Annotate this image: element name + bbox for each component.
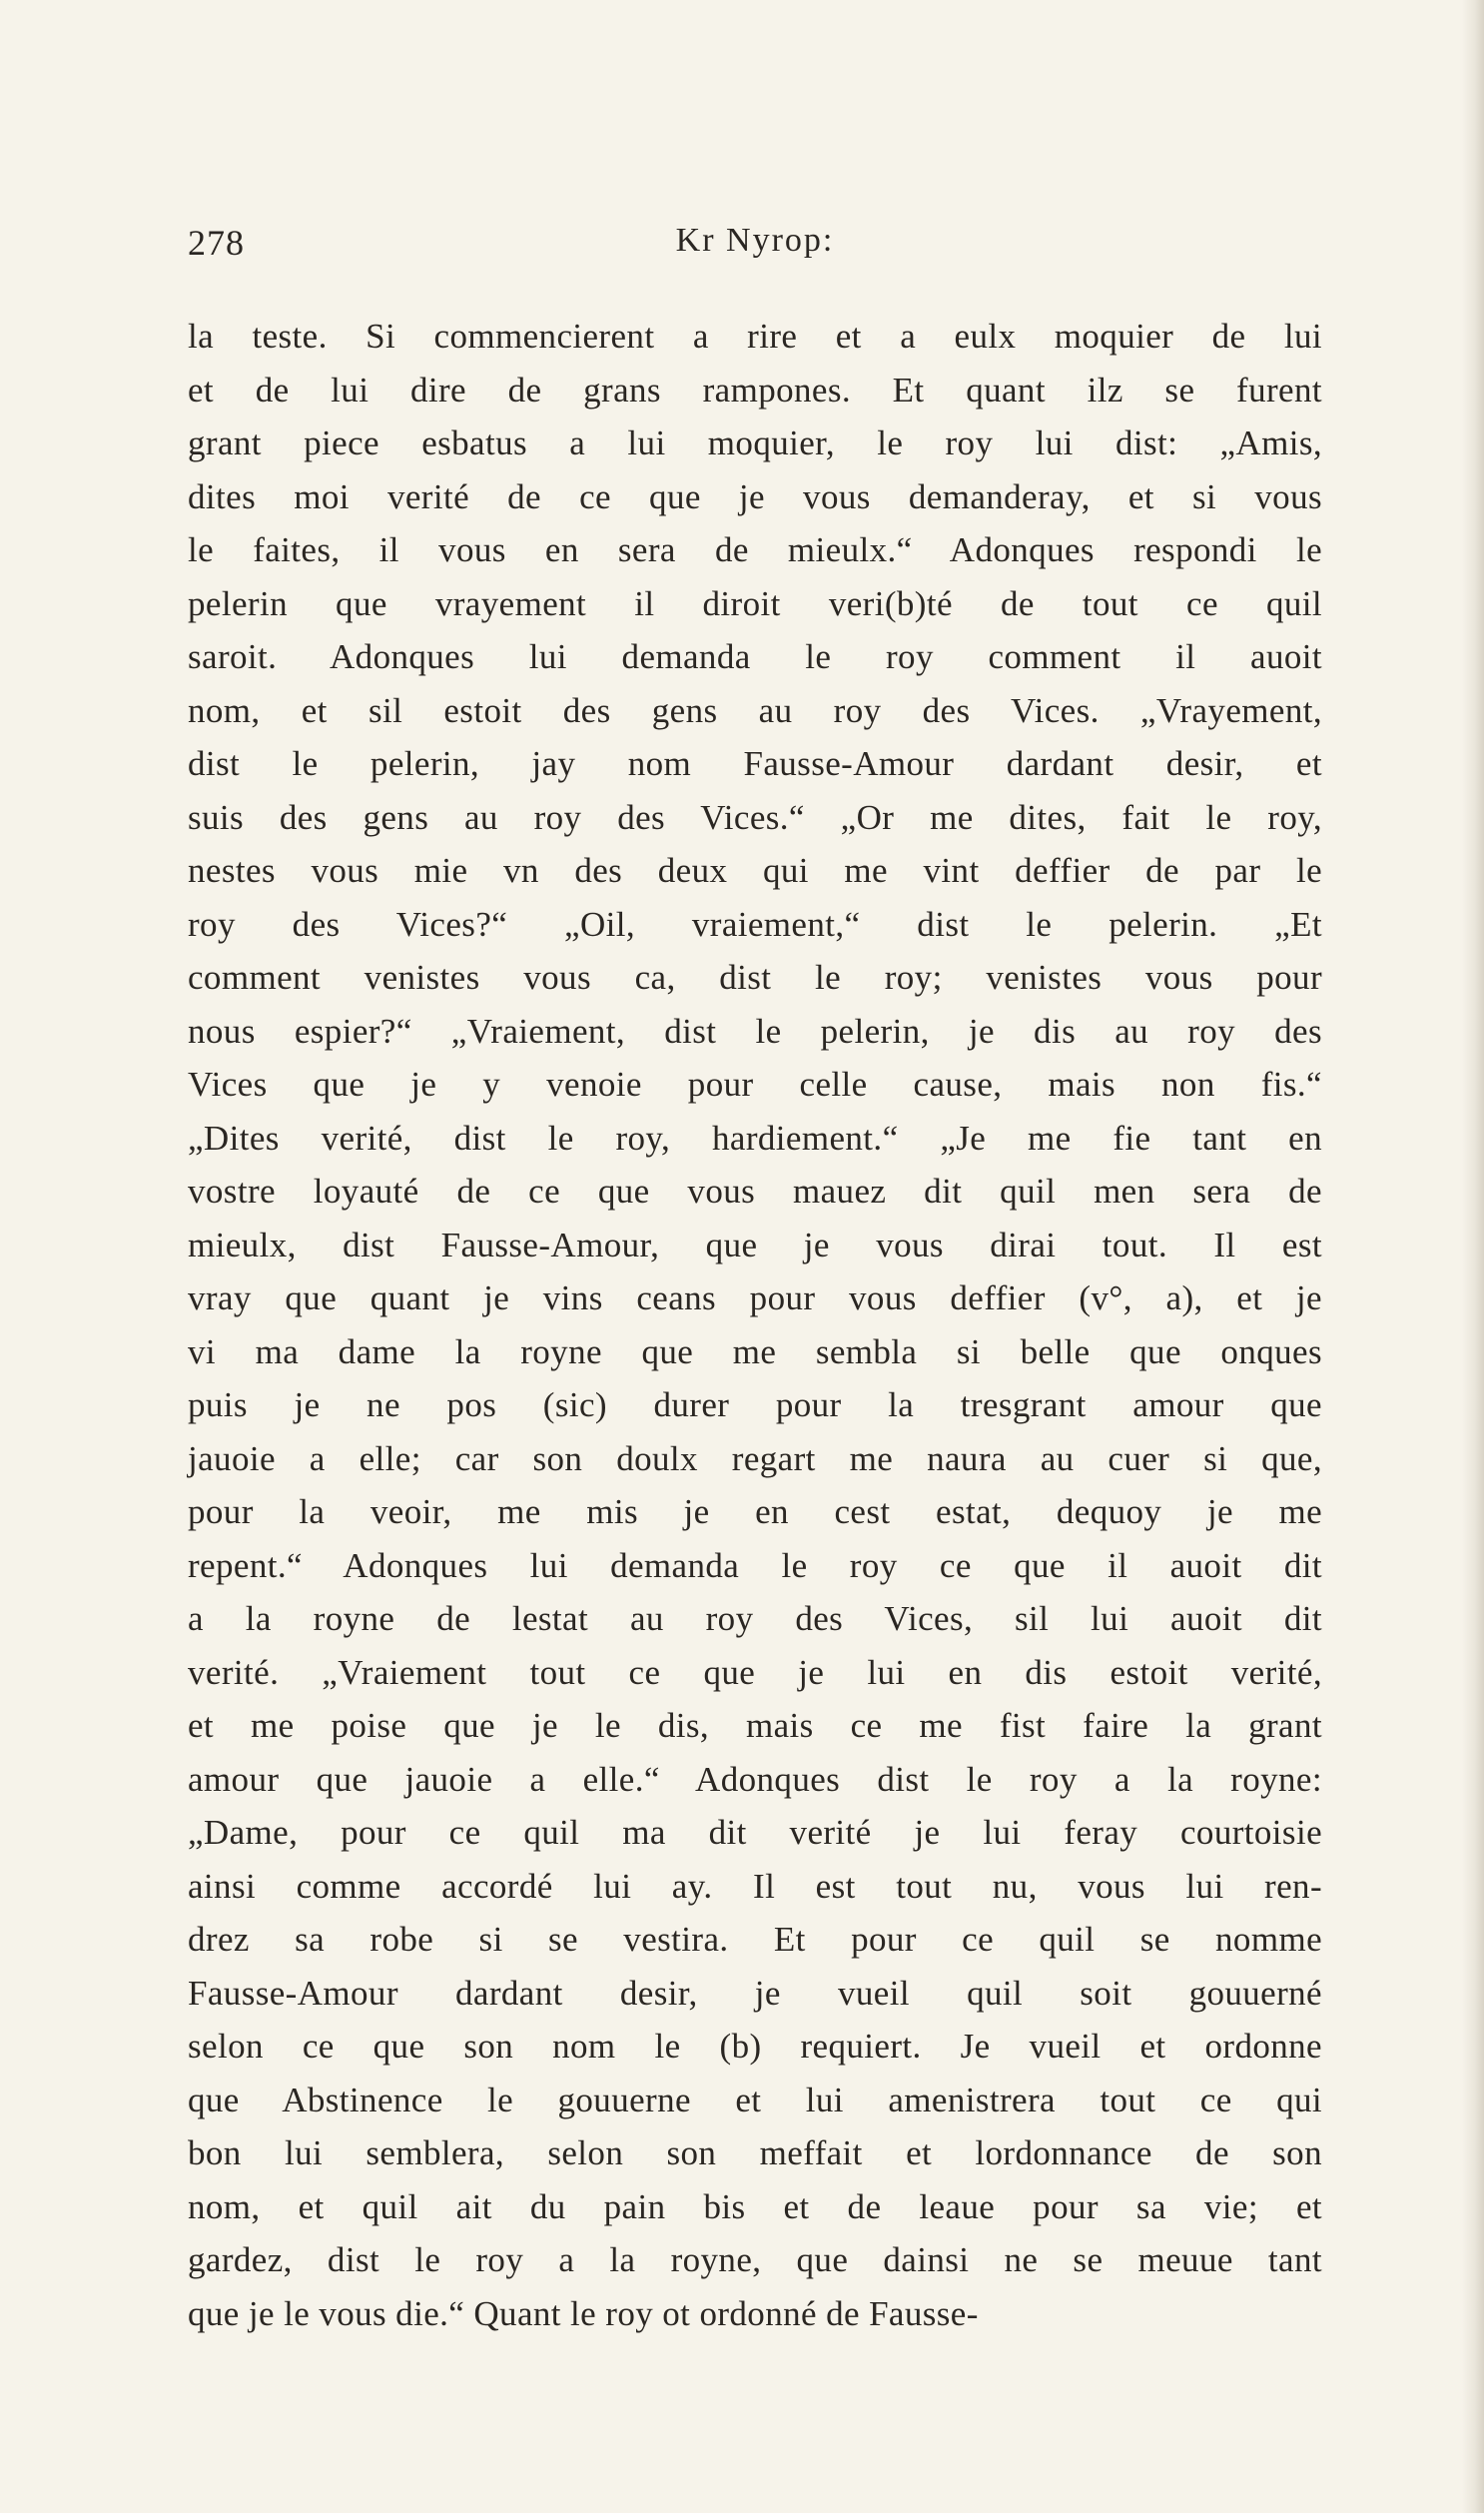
text-line: Fausse-Amour dardant desir, je vueil quil soit gouuerné: [188, 1973, 1322, 2013]
text-line: gardez, dist le roy a la royne, que dainsi ne se meuue tant: [188, 2240, 1322, 2279]
text-line: a la royne de lestat au roy des Vices, sil lui auoit dit: [188, 1599, 1322, 1638]
text-line: selon ce que son nom le (b) requiert. Je vueil et ordonne: [188, 2027, 1322, 2066]
text-line: „Dame, pour ce quil ma dit verité je lui feray courtoisie: [188, 1813, 1322, 1852]
running-head: Kr Nyrop:: [675, 222, 835, 259]
text-line: pour la veoir, me mis je en cest estat, dequoy je me: [188, 1492, 1322, 1531]
text-line: comment venistes vous ca, dist le roy; venistes vous pour: [188, 958, 1322, 997]
text-line: puis je ne pos (sic) durer pour la tresgrant amour que: [188, 1385, 1322, 1424]
text-line: suis des gens au roy des Vices.“ „Or me dites, fait le roy,: [188, 797, 1322, 837]
text-line: que Abstinence le gouuerne et lui amenistrera tout ce qui: [188, 2080, 1322, 2119]
text-line: et de lui dire de grans rampones. Et quant ilz se furent: [188, 370, 1322, 410]
page-header: [188, 222, 1322, 272]
text-line: grant piece esbatus a lui moquier, le roy lui dist: „Amis,: [188, 423, 1322, 462]
text-line: „Dites verité, dist le roy, hardiement.“ „Je me fie tant en: [188, 1118, 1322, 1158]
text-line: roy des Vices?“ „Oil, vraiement,“ dist le pelerin. „Et: [188, 904, 1322, 944]
text-line: et me poise que je le dis, mais ce me fist faire la grant: [188, 1706, 1322, 1745]
text-line: verité. „Vraiement tout ce que je lui en dis estoit verité,: [188, 1652, 1322, 1692]
text-line: saroit. Adonques lui demanda le roy comment il auoit: [188, 637, 1322, 676]
text-line: bon lui semblera, selon son meffait et lordonnance de son: [188, 2133, 1322, 2172]
text-line: drez sa robe si se vestira. Et pour ce quil se nomme: [188, 1920, 1322, 1959]
page-edge-shadow: [1462, 0, 1484, 2513]
text-line: vostre loyauté de ce que vous mauez dit quil men sera de: [188, 1172, 1322, 1211]
text-line: vi ma dame la royne que me sembla si belle que onques: [188, 1331, 1322, 1371]
text-line: nestes vous mie vn des deux qui me vint deffier de par le: [188, 851, 1322, 890]
text-line: nom, et sil estoit des gens au roy des Vices. „Vrayement,: [188, 690, 1322, 730]
text-line: jauoie a elle; car son doulx regart me naura au cuer si que,: [188, 1438, 1322, 1478]
text-line: le faites, il vous en sera de mieulx.“ Adonques respondi le: [188, 530, 1322, 569]
body-text: [188, 310, 1322, 2340]
text-line: repent.“ Adonques lui demanda le roy ce que il auoit dit: [188, 1545, 1322, 1585]
text-line: mieulx, dist Fausse-Amour, que je vous dirai tout. Il est: [188, 1225, 1322, 1264]
text-line: Vices que je y venoie pour celle cause, mais non fis.“: [188, 1065, 1322, 1104]
text-line: dites moi verité de ce que je vous demanderay, et si vous: [188, 476, 1322, 516]
text-line: vray que quant je vins ceans pour vous deffier (v°, a), et je: [188, 1278, 1322, 1317]
text-line: pelerin que vrayement il diroit veri(b)té de tout ce quil: [188, 583, 1322, 623]
text-line: nom, et quil ait du pain bis et de leaue pour sa vie; et: [188, 2186, 1322, 2226]
text-line: dist le pelerin, jay nom Fausse-Amour dardant desir, et: [188, 744, 1322, 783]
text-line: nous espier?“ „Vraiement, dist le pelerin, je dis au roy des: [188, 1011, 1322, 1051]
page-number: 278: [188, 223, 245, 263]
text-line: que je le vous die.“ Quant le roy ot ordonné de Fausse-: [188, 2293, 979, 2333]
text-line: la teste. Si commencierent a rire et a eulx moquier de lui: [188, 317, 1322, 356]
text-line: ainsi comme accordé lui ay. Il est tout nu, vous lui ren-: [188, 1866, 1322, 1906]
text-line: amour que jauoie a elle.“ Adonques dist le roy a la royne:: [188, 1759, 1322, 1799]
